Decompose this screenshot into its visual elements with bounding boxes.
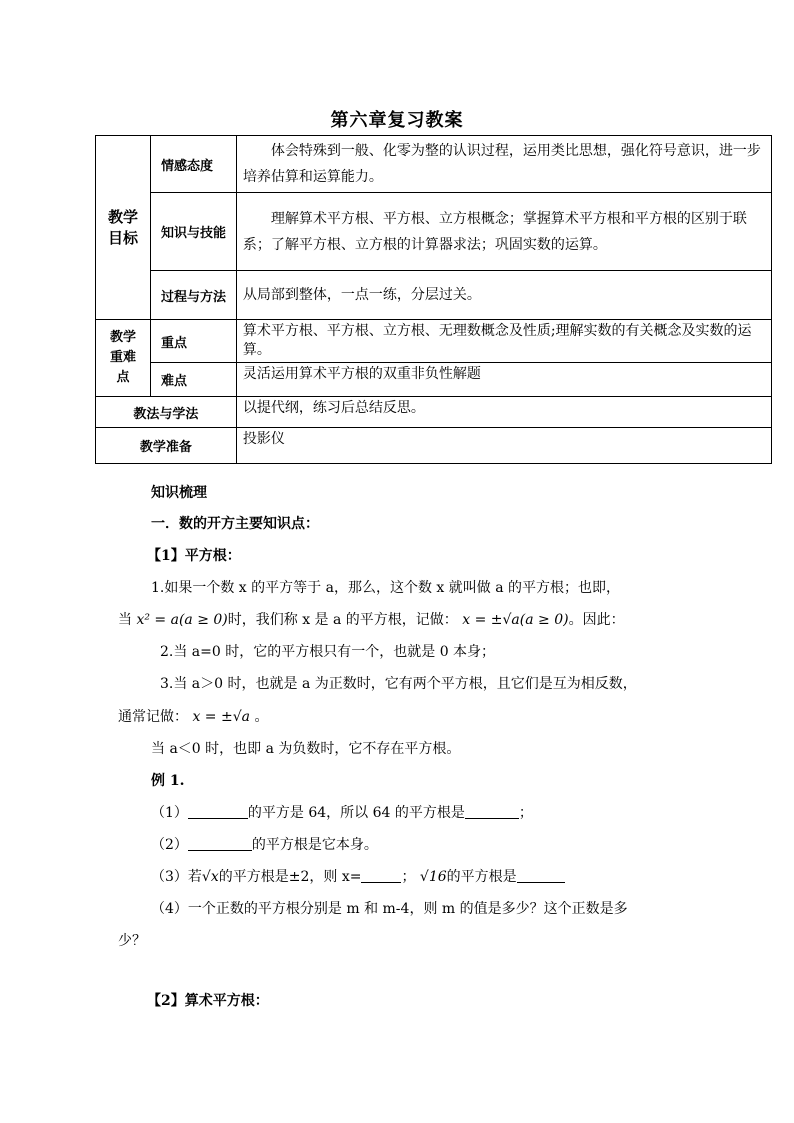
keypoints-category-label: 教学重难点 xyxy=(109,330,136,385)
goal-row-knowledge xyxy=(96,193,772,271)
example-item-2: （2） 的平方根是它本身。 xyxy=(151,837,378,853)
prep-row xyxy=(96,428,772,464)
answer-blank[interactable] xyxy=(188,804,248,819)
definition-line-6: 当 a＜0 时，也即 a 为负数时，它不存在平方根。 xyxy=(151,741,461,757)
method-row xyxy=(96,397,772,428)
formula-plus-minus-sqrt: x = ±√a xyxy=(192,709,250,725)
example-item-4-continued: 少？ xyxy=(118,933,146,949)
formula-sqrt-notation: x = ±√a(a ≥ 0) xyxy=(462,612,569,628)
keypoint-label-difficult: 难点 xyxy=(150,363,236,397)
goal-label-knowledge: 知识与技能 xyxy=(150,193,236,271)
keypoint-label-key: 重点 xyxy=(150,320,236,363)
goal-label-emotion: 情感态度 xyxy=(150,136,236,193)
sub1-heading: 【1】平方根： xyxy=(147,548,241,564)
answer-blank[interactable] xyxy=(361,868,401,883)
keypoints-category-cell xyxy=(96,320,151,397)
part1-heading: 一．数的开方主要知识点： xyxy=(151,516,319,532)
definition-line-3: 2.当 a=0 时，它的平方根只有一个，也就是 0 本身； xyxy=(160,644,496,660)
goal-content-knowledge: 理解算术平方根、平方根、立方根概念；掌握算术平方根和平方根的区别于联系；了解平方根、立方根的计算器求法；巩固实数的运算。 xyxy=(236,193,771,271)
answer-blank[interactable] xyxy=(517,868,565,883)
sub2-heading: 【2】算术平方根： xyxy=(147,993,269,1009)
formula-sqrt-x: √x xyxy=(201,869,219,885)
page-title: 第六章复习教案 xyxy=(330,110,464,131)
section-heading: 知识梳理 xyxy=(151,485,207,501)
prep-content: 投影仪 xyxy=(236,428,771,464)
formula-sqrt-16: √16 xyxy=(419,869,447,885)
definition-line-2: 当 x² = a(a ≥ 0)时，我们称 x 是 a 的平方根，记做： x = ±√a(a ≥ 0)。因此： xyxy=(118,612,625,628)
method-label: 教法与学法 xyxy=(96,397,237,428)
goal-content-process: 从局部到整体，一点一练，分层过关。 xyxy=(236,271,771,320)
goals-category-cell xyxy=(96,136,151,320)
keypoint-row-difficult xyxy=(96,363,772,397)
prep-label: 教学准备 xyxy=(96,428,237,464)
definition-line-1: 1.如果一个数 x 的平方等于 a，那么，这个数 x 就叫做 a 的平方根；也即， xyxy=(151,580,620,596)
method-content: 以提代纲，练习后总结反思。 xyxy=(236,397,771,428)
formula-condition: x² = a(a ≥ 0) xyxy=(136,612,228,628)
goal-content-emotion: 体会特殊到一般、化零为整的认识过程，运用类比思想，强化符号意识，进一步培养估算和运算能力。 xyxy=(236,136,771,193)
goal-label-process: 过程与方法 xyxy=(150,271,236,320)
definition-line-4: 3.当 a＞0 时，也就是 a 为正数时，它有两个平方根，且它们是互为相反数， xyxy=(160,676,637,692)
example-heading: 例 1. xyxy=(151,773,185,789)
goals-category-label: 教学目标 xyxy=(107,207,138,247)
teaching-plan-table xyxy=(95,135,772,464)
example-item-1: （1） 的平方是 64，所以 64 的平方根是 ； xyxy=(151,805,533,821)
answer-blank[interactable] xyxy=(465,804,519,819)
definition-line-5: 通常记做： x = ±√a 。 xyxy=(118,709,269,725)
example-item-3: （3）若√x的平方根是±2，则 x= ； √16的平方根是 xyxy=(151,866,565,886)
keypoint-content-difficult: 灵活运用算术平方根的双重非负性解题 xyxy=(236,363,771,397)
goal-row-process xyxy=(96,271,772,320)
keypoint-row-key xyxy=(96,320,772,363)
answer-blank[interactable] xyxy=(188,836,252,851)
keypoint-content-key: 算术平方根、平方根、立方根、无理数概念及性质;理解实数的有关概念及实数的运算。 xyxy=(236,320,771,363)
example-item-4: （4）一个正数的平方根分别是 m 和 m-4，则 m 的值是多少？这个正数是多 xyxy=(151,901,628,917)
goal-row-emotion xyxy=(96,136,772,193)
